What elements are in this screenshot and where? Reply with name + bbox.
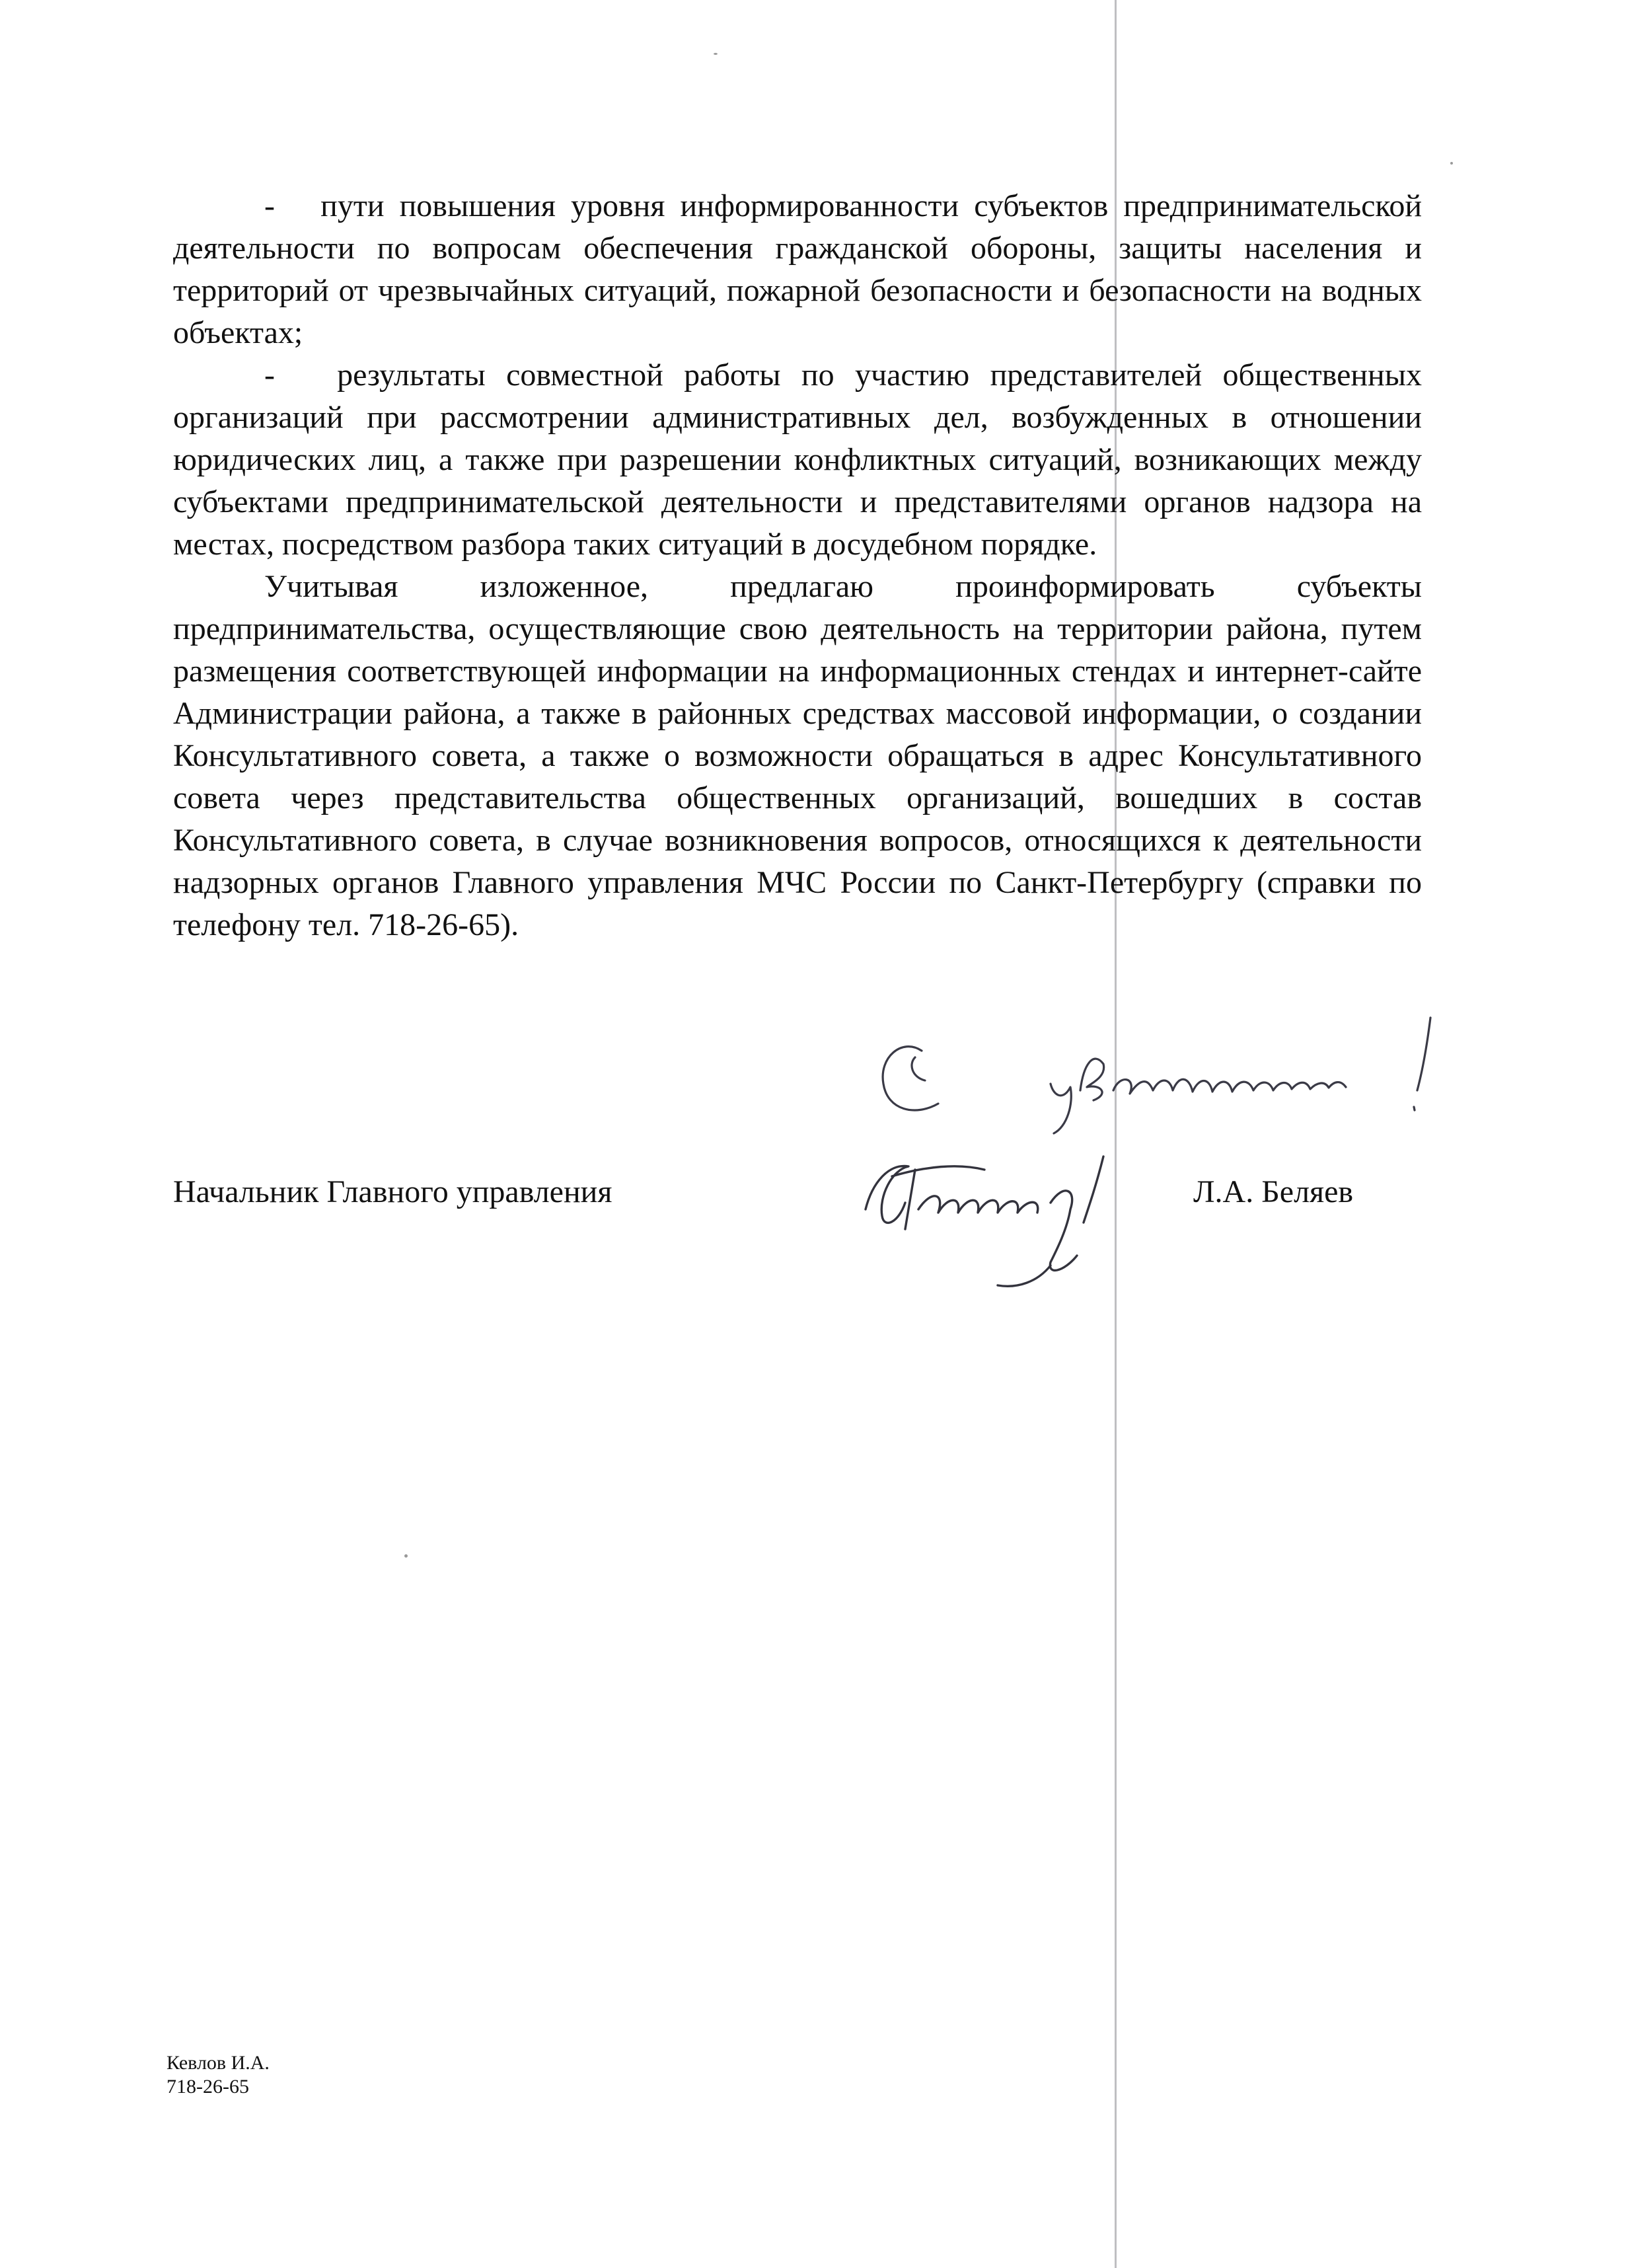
paragraph-proposal: Учитывая изложенное, предлагаю проинформировать субъекты предпринимательства, осуществляющие свою деятельность на территории района, путем размещения соответствующей информации на информационных стендах и интернет-сайте Администрации района, а также в районных средствах массовой информации, о создании Консультативного совета, а также о возможности обращаться в адрес Консультативного совета через представительства общественных организаций, вошедших в состав Консультативного совета, в случае возникновения вопросов, относящихся к деятельности надзорных органов Главного управления МЧС России по Санкт-Петербургу (справки по телефону тел. 718-26-65). xyxy=(173,569,1422,942)
handwritten-signature xyxy=(852,1130,1156,1295)
scan-speck xyxy=(404,1554,408,1558)
signer-name: Л.А. Беляев xyxy=(1193,1174,1354,1209)
executor-block xyxy=(166,2051,270,2099)
executor-phone: 718-26-65 xyxy=(166,2076,249,2098)
handwritten-regards xyxy=(875,1011,1457,1143)
scan-speck xyxy=(1450,162,1453,165)
executor-name: Кевлов И.А. xyxy=(166,2052,270,2074)
paragraph-awareness: - пути повышения уровня информированности субъектов предпринимательской деятельности по вопросам обеспечения гражданской обороны, защиты населения и территорий от чрезвычайных ситуаций, пожарной безопасности и безопасности на водных объектах; xyxy=(173,188,1422,350)
paragraph-cooperation-results: - результаты совместной работы по участию представителей общественных организаций при рассмотрении административных дел, возбужденных в отношении юридических лиц, а также при разрешении конфликтных ситуаций, возникающих между субъектами предпринимательской деятельности и представителями органов надзора на местах, посредством разбора таких ситуаций в досудебном порядке. xyxy=(173,358,1422,562)
scan-speck xyxy=(714,53,718,55)
letter-body xyxy=(173,185,1422,946)
signer-position: Начальник Главного управления xyxy=(173,1174,612,1209)
